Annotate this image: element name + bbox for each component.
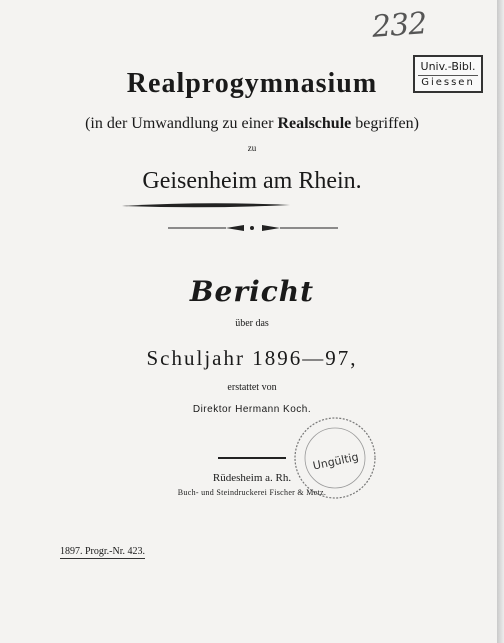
signature-rule <box>218 457 286 459</box>
subtitle-bold: Realschule <box>277 115 352 132</box>
director-name: Direktor Hermann Koch. <box>192 404 312 415</box>
school-year: Schuljahr 1896—97, <box>146 346 358 370</box>
institution-title: Realprogymnasium <box>126 68 378 99</box>
zu-word: zu <box>247 143 257 153</box>
location-title: Geisenheim am Rhein. <box>142 168 362 194</box>
swash-underline <box>120 202 292 209</box>
library-stamp-line2: Giessen <box>418 75 478 90</box>
printer-line: Buch- und Steindruckerei Fischer & Metz. <box>177 488 327 497</box>
erstattet-von-text: erstattet von <box>227 382 277 393</box>
program-number: 1897. Progr.-Nr. 423. <box>60 546 145 557</box>
institution-subtitle <box>0 115 504 133</box>
library-stamp-line1: Univ.-Bibl. <box>420 60 476 73</box>
ueber-das-text: über das <box>235 318 269 329</box>
report-heading: Bericht <box>189 275 315 308</box>
subtitle-prefix: (in der Umwandlung zu einer <box>85 115 278 132</box>
publication-place: Rüdesheim a. Rh. <box>212 472 292 484</box>
handwritten-shelf-number: 232 <box>370 6 428 45</box>
ornament-divider <box>168 223 338 233</box>
subtitle-suffix: begriffen) <box>351 115 419 132</box>
seal-stamp-center: Ungültig <box>311 450 360 473</box>
